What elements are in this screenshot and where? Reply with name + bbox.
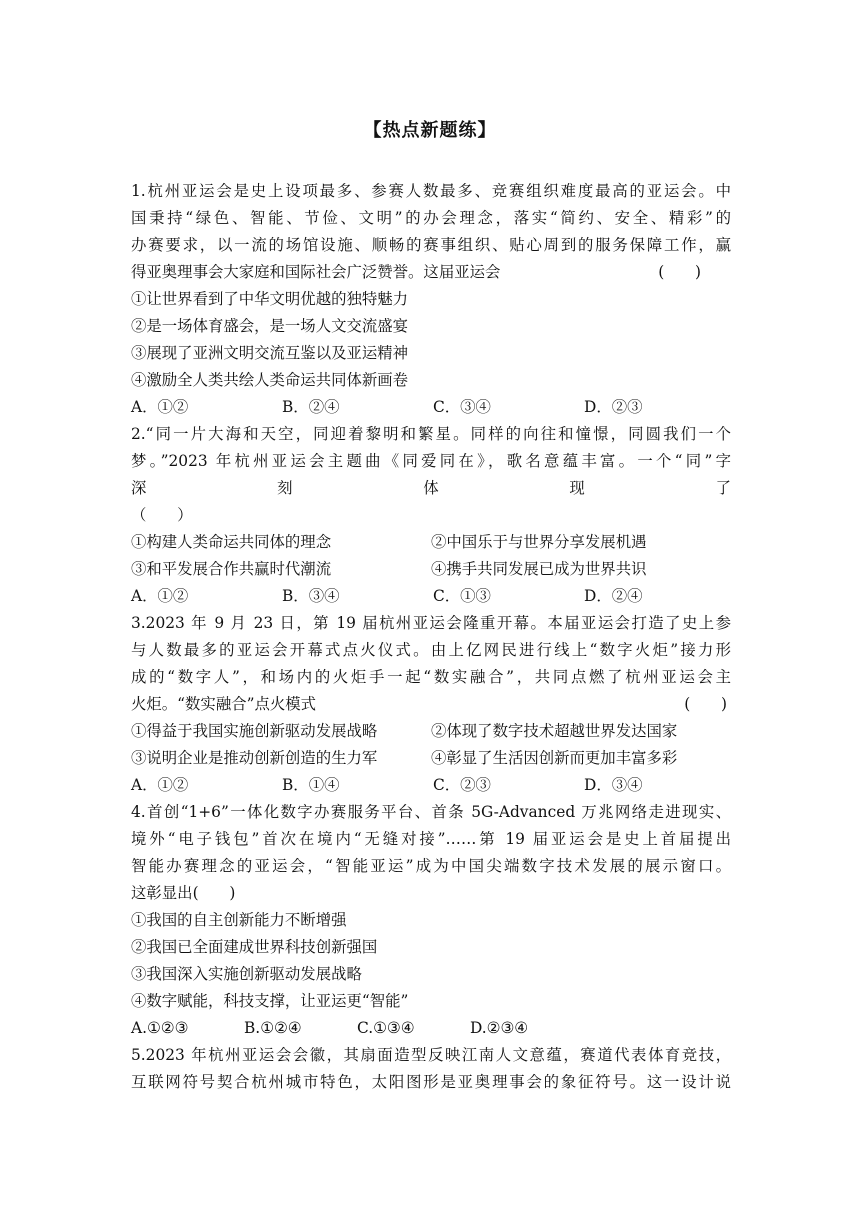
question-text-line: 成的“数字人”，和场内的火炬手一起“数实融合”，共同点燃了杭州亚运会主 [131,668,731,686]
question-4 [131,799,731,1042]
choice-d: D．③④ [584,776,643,794]
choice-row [131,394,731,421]
statement-item: ④携手共同发展已成为世界共识 [431,560,647,578]
question-text-line: 2.“同一片大海和天空，同迎着黎明和繁星。同样的向往和憧憬，同圆我们一个 [131,425,731,443]
answer-paren: （ ） [131,506,193,524]
choice-b: B．③④ [282,587,340,605]
spread-char: 刻 [277,479,293,497]
question-3 [131,610,731,799]
choice-c: C．③④ [433,398,491,416]
choice-a: A．①② [131,587,189,605]
choice-row [131,772,731,799]
statement-item: ①构建人类命运共同体的理念 [131,533,332,551]
question-text-line [131,259,731,286]
question-text-line: 4.首创“1+6”一体化数字办赛服务平台、首条 5G-Advanced 万兆网络走进现实、 [131,803,731,821]
question-5 [131,1042,731,1096]
statement-item: ④激励全人类共绘人类命运共同体新画卷 [131,371,409,389]
question-stem-end: 得亚奥理事会大家庭和国际社会广泛赞誉。这届亚运会 [131,263,501,281]
question-stem-end: 这彰显出( ) [131,884,236,902]
question-text-line: 境外“电子钱包”首次在境内“无缝对接”……第 19 届亚运会是史上首届提出 [131,830,731,848]
choice-row [131,583,731,610]
question-2 [131,421,731,610]
spread-char: 体 [423,479,439,497]
statement-item: ①我国的自主创新能力不断增强 [131,911,347,929]
question-1 [131,178,731,421]
choice-row [131,1015,731,1042]
statement-item: ②中国乐于与世界分享发展机遇 [431,533,647,551]
choice-d: D．②④ [584,587,643,605]
answer-paren: ( ) [658,263,701,281]
page-title: 【热点新题练】 [363,120,497,141]
statement-item: ④数字赋能，科技支撑，让亚运更“智能” [131,992,409,1010]
statement-item: ③和平发展合作共赢时代潮流 [131,560,332,578]
question-stem-end: 火炬。“数实融合”点火模式 [131,695,317,713]
statement-item: ②是一场体育盛会，是一场人文交流盛宴 [131,317,409,335]
choice-b: B.①②④ [244,1019,302,1037]
question-text-line: 互联网符号契合杭州城市特色，太阳图形是亚奥理事会的象征符号。这一设计说 [131,1073,731,1091]
question-text-line: 3.2023 年 9 月 23 日，第 19 届杭州亚运会隆重开幕。本届亚运会打造了史上参 [131,614,731,632]
statement-row [131,745,731,772]
choice-b: B．②④ [282,398,340,416]
choice-b: B．①④ [282,776,340,794]
question-text-line: 智能办赛理念的亚运会，“智能亚运”成为中国尖端数字技术发展的展示窗口。 [131,857,731,875]
statement-item: ②我国已全面建成世界科技创新强国 [131,938,378,956]
spread-char: 深 [131,479,147,497]
question-text-line: 办赛要求，以一流的场馆设施、顺畅的赛事组织、贴心周到的服务保障工作，赢 [131,236,731,254]
statement-item: ①得益于我国实施创新驱动发展战略 [131,722,378,740]
choice-a: A．①② [131,776,189,794]
question-text-line: 5.2023 年杭州亚运会会徽，其扇面造型反映江南人文意蕴，赛道代表体育竞技， [131,1046,731,1064]
question-text-line: 1.杭州亚运会是史上设项最多、参赛人数最多、竞赛组织难度最高的亚运会。中 [131,182,731,200]
question-text-line [131,691,731,718]
question-text-line [131,475,731,502]
statement-item: ①让世界看到了中华文明优越的独特魅力 [131,290,409,308]
statement-item: ②体现了数字技术超越世界发达国家 [431,722,678,740]
statement-item: ④彰显了生活因创新而更加丰富多彩 [431,749,678,767]
spread-char: 了 [715,479,731,497]
statement-row [131,718,731,745]
choice-c: C.①③④ [357,1019,415,1037]
statement-row [131,556,731,583]
statement-item: ③我国深入实施创新驱动发展战略 [131,965,362,983]
question-text-line: 梦。”2023 年杭州亚运会主题曲《同爱同在》，歌名意蕴丰富。一个“同”字 [131,452,731,470]
statement-item: ③说明企业是推动创新创造的生力军 [131,749,378,767]
choice-c: C．①③ [433,587,491,605]
statement-row [131,529,731,556]
question-text-line: 国秉持“绿色、智能、节俭、文明”的办会理念，落实“简约、安全、精彩”的 [131,209,731,227]
choice-d: D.②③④ [470,1019,529,1037]
question-list [131,178,731,1096]
choice-c: C．②③ [433,776,491,794]
choice-a: A．①② [131,398,189,416]
choice-d: D．②③ [584,398,643,416]
spread-char: 现 [569,479,585,497]
question-text-line: 与人数最多的亚运会开幕式点火仪式。由上亿网民进行线上“数字火炬”接力形 [131,641,731,659]
answer-paren: ( ) [684,695,727,713]
choice-a: A.①②③ [131,1019,189,1037]
statement-item: ③展现了亚洲文明交流互鉴以及亚运精神 [131,344,409,362]
